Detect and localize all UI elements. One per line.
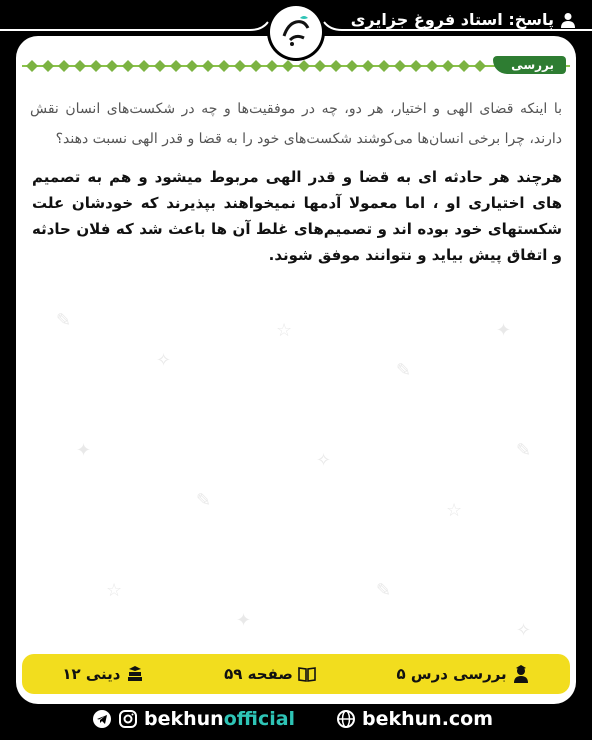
website-link[interactable] [336, 708, 493, 730]
open-book-icon [298, 665, 316, 683]
bottom-bar [0, 708, 592, 736]
svg-text:✎: ✎ [56, 310, 72, 331]
lesson-item [397, 665, 530, 683]
svg-text:✦: ✦ [236, 610, 252, 631]
social-suffix: official [223, 708, 296, 730]
section-tag: بررسی [493, 56, 566, 74]
svg-text:☆: ☆ [106, 580, 123, 601]
svg-text:✦: ✦ [496, 320, 512, 341]
student-icon [512, 665, 530, 683]
page-label: صفحه ۵۹ [224, 665, 293, 683]
svg-text:✧: ✧ [316, 450, 332, 471]
svg-text:✧: ✧ [516, 620, 532, 641]
question-text: با اینکه قضای الهی و اختیار، هر دو، چه در موفقیت‌ها و چه در شکست‌های انسان نقش دارند، چرا برخی انسان‌ها می‌کوشند شکست‌های خود را به قضا و قدر الهی نسبت دهند؟ [30, 101, 562, 147]
svg-text:✎: ✎ [196, 490, 212, 511]
svg-text:✎: ✎ [376, 580, 392, 601]
lesson-info-bar [22, 654, 570, 694]
svg-text:✎: ✎ [516, 440, 532, 461]
books-icon [126, 665, 144, 683]
social-prefix: bekhun [144, 708, 224, 730]
globe-icon[interactable] [336, 709, 356, 729]
answerer-label [351, 10, 576, 29]
social-handle[interactable] [92, 708, 295, 730]
svg-text:☆: ☆ [446, 500, 463, 521]
user-icon [560, 12, 576, 28]
answer-text: هرچند هر حادثه ای به قضا و قدر الهی مربوط میشود و هم به تصمیم های اختیاری او ، اما معمولا آدمها نمیخواهند بپذیرند که خودشان علت شکستهای خود بوده اند و تصمیم‌های غلط آن ها باعث شد که فلان حادثه و اتفاق پیش بیاید و نتوانند موفق شوند. [32, 168, 562, 264]
content-card [16, 36, 576, 704]
book-label: دینی ۱۲ [62, 665, 121, 683]
svg-text:✎: ✎ [396, 360, 412, 381]
page-item [224, 665, 316, 683]
bekhun-logo [270, 6, 322, 58]
decorative-ribbon [22, 58, 570, 74]
answerer-text: پاسخ: استاد فروغ جزایری [350, 10, 554, 29]
instagram-icon[interactable] [118, 709, 138, 729]
website-text: bekhun.com [362, 708, 494, 730]
svg-text:✦: ✦ [76, 440, 92, 461]
svg-text:☆: ☆ [276, 320, 293, 341]
telegram-icon[interactable] [92, 709, 112, 729]
logo-icon [274, 10, 318, 54]
svg-text:✧: ✧ [156, 350, 172, 371]
lesson-label: بررسی درس ۵ [396, 665, 507, 683]
book-item [62, 665, 143, 683]
